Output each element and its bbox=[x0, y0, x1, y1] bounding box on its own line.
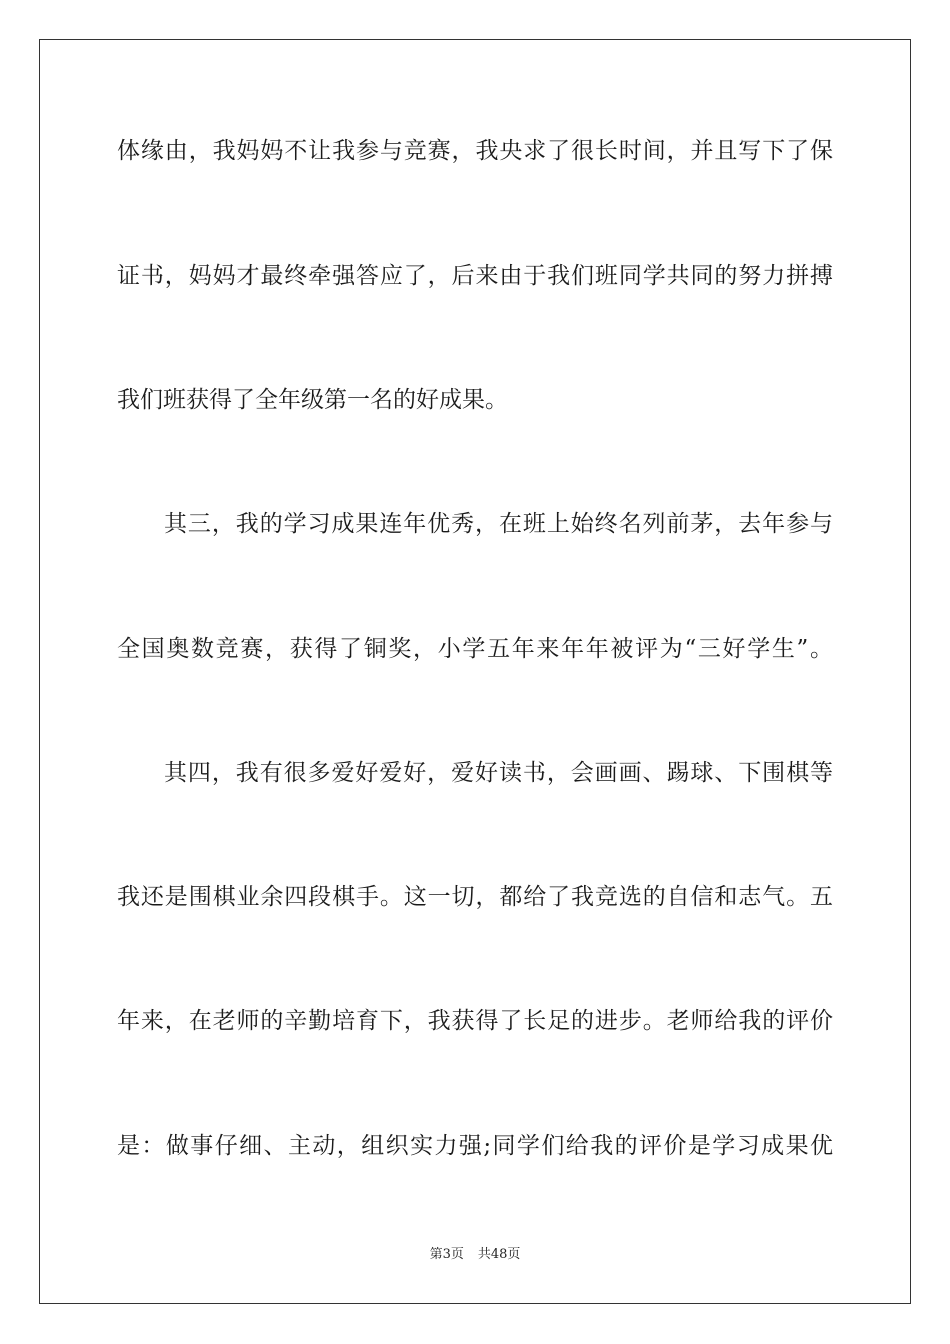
text-line-4: 其三，我的学习成果连年优秀，在班上始终名列前茅，去年参与 bbox=[164, 511, 833, 537]
text-line-3: 我们班获得了全年级第一名的好成果。 bbox=[117, 387, 508, 413]
text-line-1: 体缘由，我妈妈不让我参与竞赛，我央求了很长时间，并且写下了保 bbox=[117, 138, 833, 164]
text-line-5: 全国奥数竞赛，获得了铜奖，小学五年来年年被评为“三好学生”。 bbox=[117, 636, 833, 662]
text-line-6: 其四，我有很多爱好爱好，爱好读书，会画画、踢球、下围棋等 bbox=[164, 760, 833, 786]
total-pages: 共48页 bbox=[477, 1247, 521, 1262]
page-number: 第3页 bbox=[429, 1247, 464, 1262]
page-border bbox=[39, 39, 911, 1304]
page-footer bbox=[0, 1247, 950, 1263]
text-line-2: 证书，妈妈才最终牵强答应了，后来由于我们班同学共同的努力拼搏 bbox=[117, 263, 833, 289]
text-line-8: 年来，在老师的辛勤培育下，我获得了长足的进步。老师给我的评价 bbox=[117, 1008, 833, 1034]
text-line-9: 是：做事仔细、主动，组织实力强;同学们给我的评价是学习成果优 bbox=[117, 1133, 833, 1159]
text-line-7: 我还是围棋业余四段棋手。这一切，都给了我竞选的自信和志气。五 bbox=[117, 884, 833, 910]
